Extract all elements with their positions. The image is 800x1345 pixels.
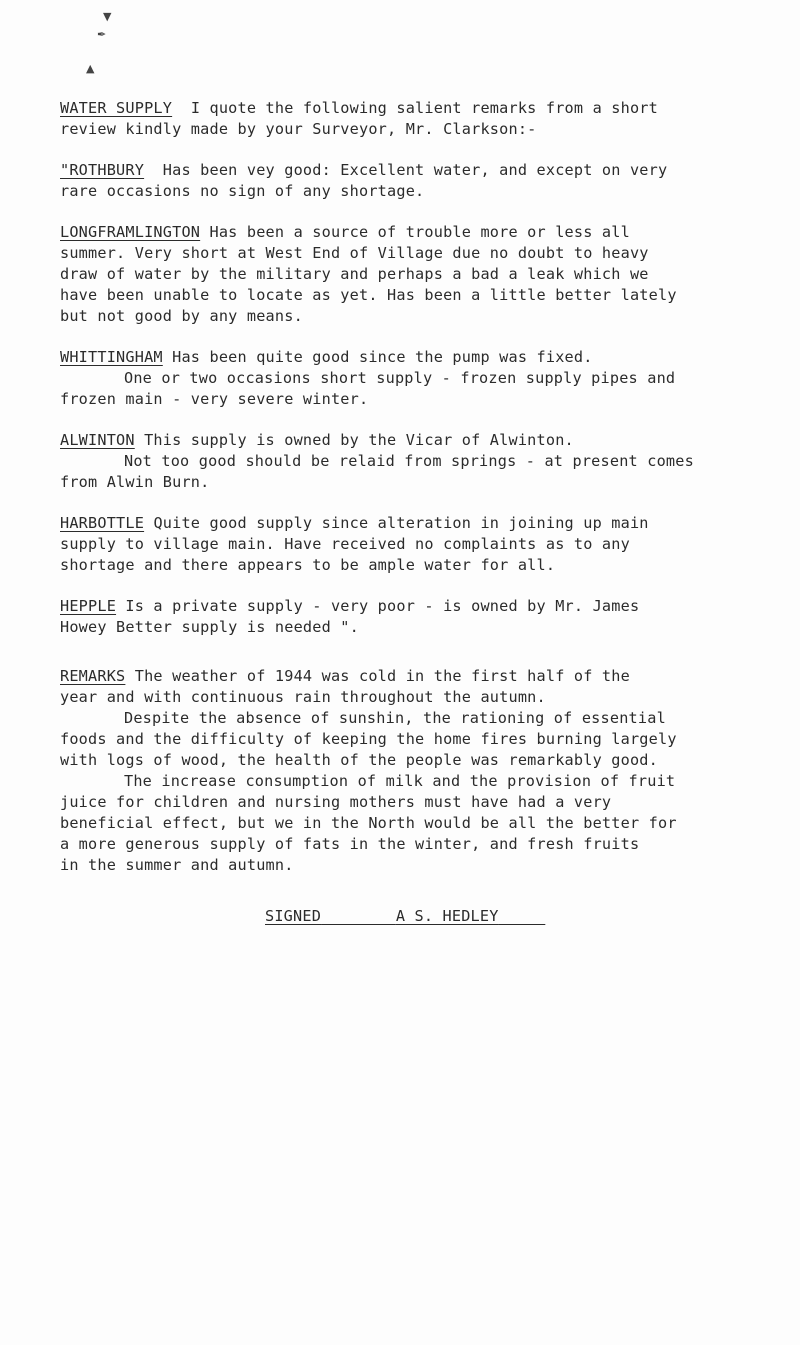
section-remarks: REMARKS The weather of 1944 was cold in the first half of the year and with continuous rain throughout the autumn. Despite the absence of sunshin, the rationing of essential foods and the difficulty of keeping the home fires burning largely with logs of wood, the health of the people was remarkably good. The increase consumption of milk and the provision of fruit juice for children and nursing mothers must have had a very beneficial effect, but we in the North would be all the better for a more generous supply of fats in the winter, and fresh fruits in the summer and autumn. bbox=[60, 667, 677, 874]
section-hepple: HEPPLE Is a private supply - very poor - is owned by Mr. James Howey Better supply is needed ". bbox=[60, 597, 640, 636]
section-rothbury: "ROTHBURY Has been vey good: Excellent water, and except on very rare occasions no sign of any shortage. bbox=[60, 161, 668, 200]
section-harbottle: HARBOTTLE Quite good supply since alteration in joining up main supply to village main. Have received no complaints as to any shortage and there appears to be ample water for all. bbox=[60, 514, 649, 574]
section-water-supply: WATER SUPPLY I quote the following salient remarks from a short review kindly made by your Surveyor, Mr. Clarkson:- bbox=[60, 99, 658, 138]
section-longframlington: LONGFRAMLINGTON Has been a source of trouble more or less all summer. Very short at West End of Village due no doubt to heavy draw of water by the military and perhaps a bad a leak which we have been unable to locate as yet. Has been a little better lately but not good by any means. bbox=[60, 223, 677, 325]
signature-line bbox=[60, 906, 785, 927]
section-alwinton: ALWINTON This supply is owned by the Vicar of Alwinton. Not too good should be relaid from springs - at present comes from Alwin Burn. bbox=[60, 431, 694, 491]
section-heading: ALWINTON bbox=[60, 431, 135, 449]
section-heading: WATER SUPPLY bbox=[60, 99, 173, 117]
signature-label: SIGNED bbox=[265, 907, 322, 925]
section-heading: "ROTHBURY bbox=[60, 161, 145, 179]
section-heading: HEPPLE bbox=[60, 597, 117, 615]
section-heading: HARBOTTLE bbox=[60, 514, 145, 532]
section-whittingham: WHITTINGHAM Has been quite good since the pump was fixed. One or two occasions short supply - frozen supply pipes and frozen main - very severe winter. bbox=[60, 348, 676, 408]
report-body bbox=[60, 98, 785, 927]
scan-mark-icon: ✒ bbox=[97, 28, 107, 41]
section-heading: WHITTINGHAM bbox=[60, 348, 163, 366]
scan-mark-icon: ▲ bbox=[86, 62, 95, 75]
scan-mark-icon: ▼ bbox=[103, 10, 112, 23]
signature-name: A S. HEDLEY bbox=[395, 907, 499, 925]
section-heading: REMARKS bbox=[60, 667, 126, 685]
section-heading: LONGFRAMLINGTON bbox=[60, 223, 201, 241]
